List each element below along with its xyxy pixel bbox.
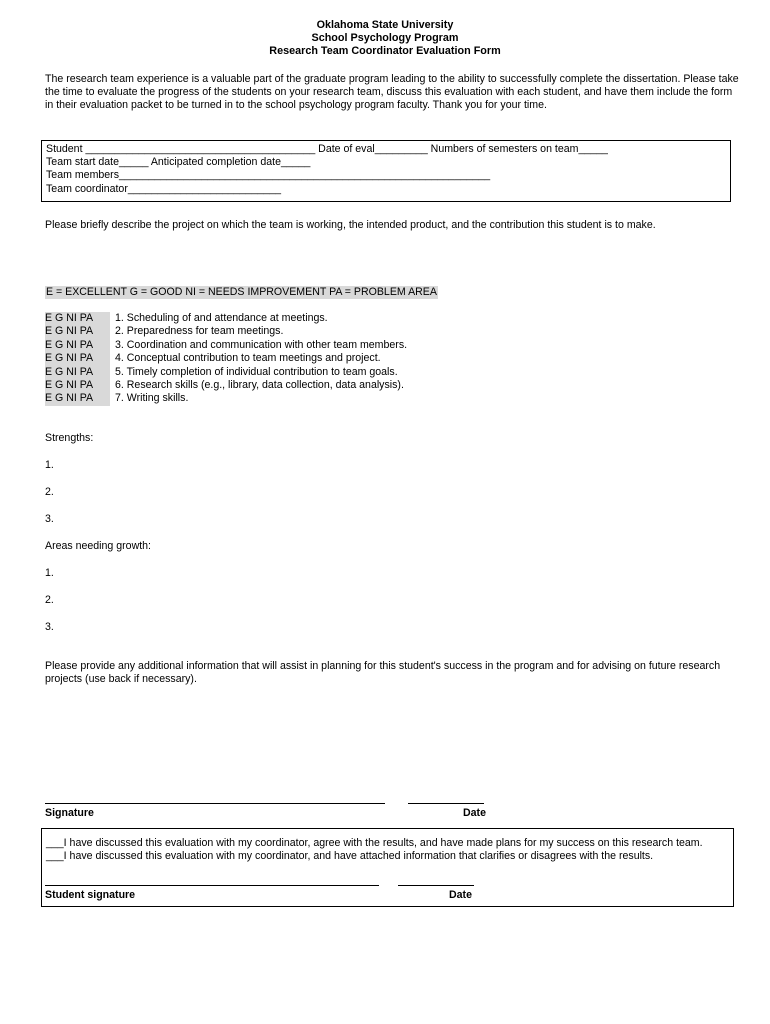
- strengths-label: Strengths:: [45, 432, 94, 444]
- student-signature-label: Student signature: [45, 889, 136, 901]
- rating-scale[interactable]: E G NI PA: [45, 366, 110, 379]
- growth-label: Areas needing growth:: [45, 540, 152, 552]
- rating-row[interactable]: [45, 379, 407, 392]
- rating-row[interactable]: [45, 312, 407, 325]
- rating-row[interactable]: [45, 352, 407, 365]
- signature-line[interactable]: [45, 803, 385, 804]
- rating-list: [45, 312, 407, 406]
- rating-item: 7. Writing skills.: [115, 392, 189, 405]
- team-start-line[interactable]: Team start date_____ Anticipated completion date_____: [46, 156, 311, 169]
- rating-item: 3. Coordination and communication with other team members.: [115, 338, 408, 351]
- student-info-box: [41, 140, 731, 202]
- student-line[interactable]: Student _______________________________________ Date of eval_________ Numbers of semesters on team_____: [46, 143, 608, 155]
- rating-item: 2. Preparedness for team meetings.: [115, 325, 284, 338]
- rating-legend: E = EXCELLENT G = GOOD NI = NEEDS IMPROVEMENT PA = PROBLEM AREA: [46, 286, 437, 298]
- rating-row[interactable]: [45, 325, 407, 338]
- growth-1[interactable]: 1.: [45, 567, 54, 579]
- signature-label: Signature: [45, 807, 94, 819]
- form-header: [0, 19, 770, 58]
- team-members-line[interactable]: Team members_______________________________________________________________: [46, 169, 491, 182]
- project-description-prompt: Please briefly describe the project on which the team is working, the intended product, and the contribution this student is to make.: [45, 219, 656, 231]
- rating-row[interactable]: [45, 392, 407, 405]
- rating-scale[interactable]: E G NI PA: [45, 339, 110, 352]
- disagree-option[interactable]: ___I have discussed this evaluation with my coordinator, and have attached information that clarifies or disagrees with the results.: [46, 850, 654, 863]
- rating-scale[interactable]: E G NI PA: [45, 392, 110, 405]
- rating-scale[interactable]: E G NI PA: [45, 379, 110, 392]
- rating-item: 1. Scheduling of and attendance at meetings.: [115, 312, 328, 324]
- additional-info-prompt: Please provide any additional information that will assist in planning for this student's success in the program and for advising on future research projects (use back if necessary).: [45, 660, 721, 686]
- strength-1[interactable]: 1.: [45, 459, 54, 471]
- university-name: Oklahoma State University: [316, 19, 454, 31]
- growth-2[interactable]: 2.: [45, 594, 54, 606]
- strength-2[interactable]: 2.: [45, 486, 54, 498]
- rating-scale[interactable]: E G NI PA: [45, 352, 110, 365]
- rating-row[interactable]: [45, 366, 407, 379]
- date-label: Date: [463, 807, 486, 819]
- strength-3[interactable]: 3.: [45, 513, 54, 525]
- date-line[interactable]: [408, 803, 484, 804]
- rating-scale[interactable]: E G NI PA: [45, 312, 110, 325]
- rating-row[interactable]: [45, 339, 407, 352]
- form-title: Research Team Coordinator Evaluation Form: [269, 45, 501, 57]
- agree-option[interactable]: ___I have discussed this evaluation with my coordinator, agree with the results, and have made plans for my success on this research team.: [46, 837, 703, 849]
- team-coordinator-line[interactable]: Team coordinator__________________________: [46, 182, 282, 195]
- rating-item: 6. Research skills (e.g., library, data collection, data analysis).: [115, 379, 404, 392]
- student-date-label: Date: [449, 889, 472, 901]
- intro-paragraph: The research team experience is a valuable part of the graduate program leading to the ability to successfully complete the dissertation. Please take the time to evaluate the progress of the students on your research team, discuss this evaluation with each student, and have them include the form in their evaluation packet to be turned in to the school psychology program faculty. Thank you for your time.: [45, 73, 739, 112]
- rating-item: 5. Timely completion of individual contribution to team goals.: [115, 365, 398, 378]
- student-date-line[interactable]: [398, 885, 474, 886]
- growth-3[interactable]: 3.: [45, 621, 54, 633]
- student-acknowledgment-box: [41, 828, 734, 907]
- rating-item: 4. Conceptual contribution to team meetings and project.: [115, 352, 381, 365]
- program-name: School Psychology Program: [311, 32, 459, 44]
- student-signature-line[interactable]: [45, 885, 379, 886]
- rating-scale[interactable]: E G NI PA: [45, 325, 110, 338]
